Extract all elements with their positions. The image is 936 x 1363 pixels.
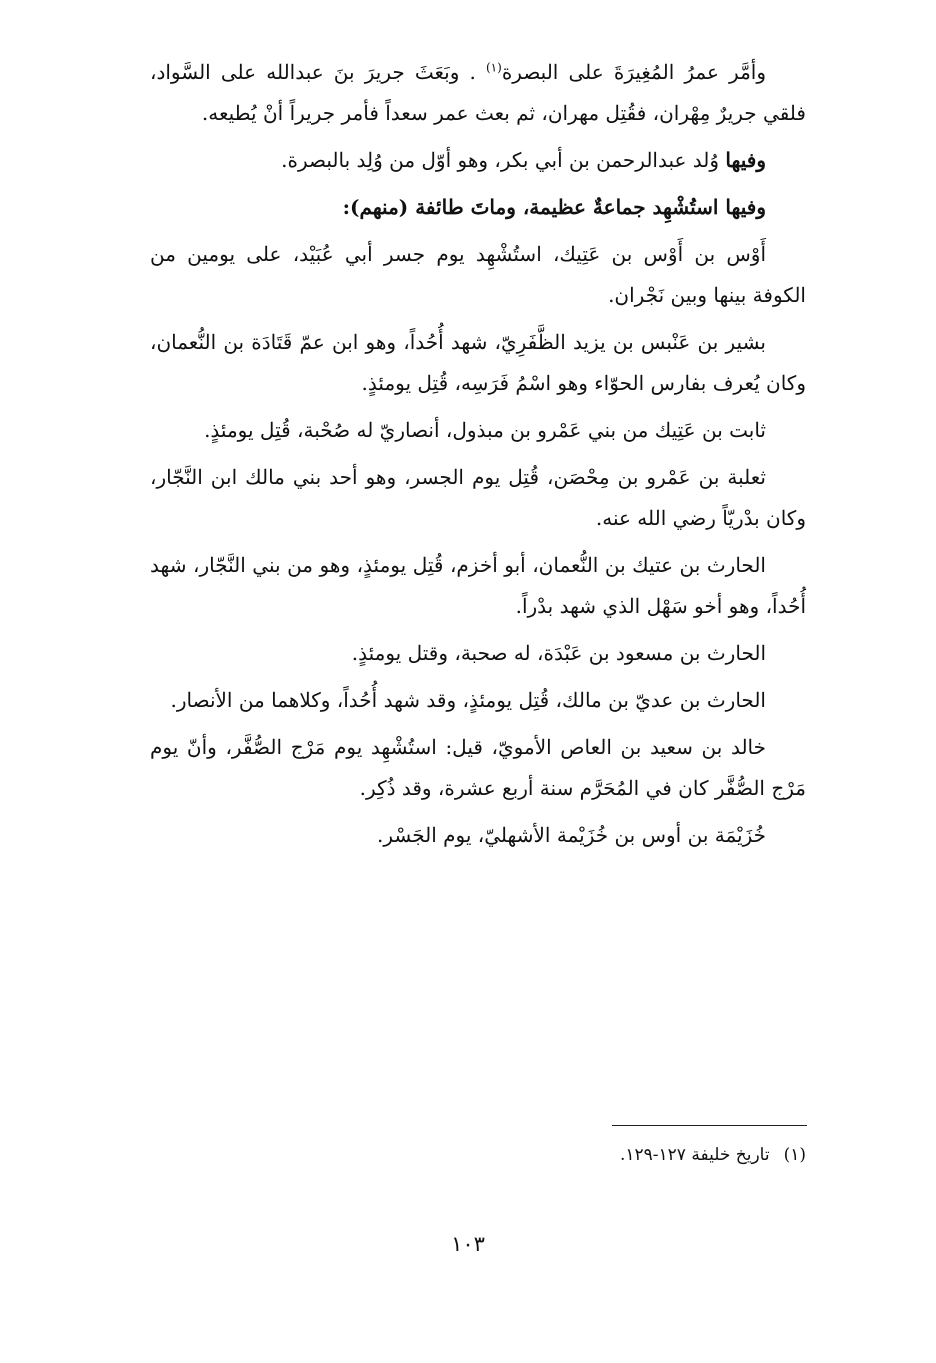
entry-harith-ibn-masud: الحارث بن مسعود بن عَبْدَة، له صحبة، وقتل يومئذٍ. xyxy=(351,641,766,665)
paragraph-2-lead: وفيها xyxy=(725,148,766,172)
paragraph-2-text: وُلد عبدالرحمن بن أبي بكر، وهو أوّل من وُلِد بالبصرة. xyxy=(281,148,726,172)
entry-khalid-ibn-said: خالد بن سعيد بن العاص الأمويّ، قيل: استُشْهِد يوم مَرْج الصُّفَّر، وأنّ يوم مَرْج الصُّفَّر كان في المُحَرَّم سنة أربع عشرة، وقد ذُكِر. xyxy=(150,735,806,800)
main-text xyxy=(150,52,806,862)
entry-thabit-ibn-atik: ثابت بن عَتِيك من بني عَمْرو بن مبذول، أنصاريّ له صُحْبة، قُتِل يومئذٍ. xyxy=(204,418,766,442)
entry-khuzayma-ibn-aws: خُزَيْمَة بن أوس بن خُزَيْمة الأشهليّ، يوم الجَسْر. xyxy=(377,823,766,847)
footnote-reference: (١) xyxy=(485,60,502,75)
footnote-text: تاريخ خليفة ١٢٧-١٢٩. xyxy=(619,1145,770,1165)
entry-aws-ibn-aws: أَوْس بن أَوْس بن عَتِيك، استُشْهِد يوم جسر أبي عُبَيْد، على يومين من الكوفة بينها وبين نَجْران. xyxy=(150,242,806,307)
page-number: ١٠٣ xyxy=(451,1232,485,1256)
section-heading: وفيها استُشْهِد جماعةٌ عظيمة، وماتَ طائفة (منهم): xyxy=(342,195,766,219)
entry-harith-ibn-adi: الحارث بن عديّ بن مالك، قُتِل يومئذٍ، وقد شهد أُحُداً، وكلاهما من الأنصار. xyxy=(170,688,766,712)
entry-bashir-ibn-anbas: بشير بن عَنْبس بن يزيد الظَّفَرِيّ، شهد أُحُداً، وهو ابن عمّ قَتَادَة بن النُّعمان، وكان يُعرف بفارس الحوّاء وهو اسْمُ فَرَسِه، قُتِل يومئذٍ. xyxy=(150,330,806,395)
paragraph-1-text-end: . وبَعَثَ جريرَ بنَ عبدالله على السَّواد، فلقي جريرٌ مِهْران، فقُتِل مهران، ثم بعث عمر سعداً فأمر جريراً أنْ يُطيعه. xyxy=(150,60,806,125)
paragraph-1 xyxy=(150,52,806,134)
entry-thalaba-ibn-amr: ثعلبة بن عَمْرو بن مِحْصَن، قُتِل يوم الجسر، وهو أحد بني مالك ابن النَّجّار، وكان بدْريّاً رضي الله عنه. xyxy=(150,465,806,530)
footnote-number: (١) xyxy=(783,1145,806,1165)
entry-harith-ibn-atik: الحارث بن عتيك بن النُّعمان، أبو أخزم، قُتِل يومئذٍ، وهو من بني النَّجّار، شهد أُحُداً، وهو أخو سَهْل الذي شهد بدْراً. xyxy=(150,553,806,618)
footnote-divider xyxy=(612,1125,807,1126)
paragraph-1-text-start: وأمَّر عمرُ المُغِيرَةَ على البصرة xyxy=(501,60,766,84)
paragraph-2 xyxy=(150,140,806,181)
footnote xyxy=(450,1142,806,1168)
